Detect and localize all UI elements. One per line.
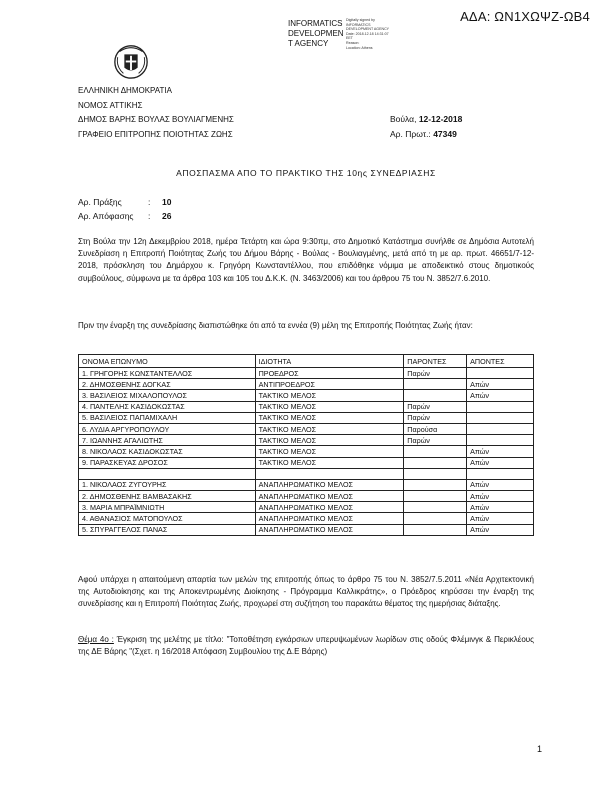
member-name-cell: 4. ΠΑΝΤΕΛΗΣ ΚΑΣΙΔΟΚΩΣΤΑΣ [79,401,256,412]
ada-code: ΑΔΑ: ΩΝ1ΧΩΨΖ-ΩΒ4 [460,9,590,24]
present-cell: Παρών [404,368,467,379]
role-cell: ΤΑΚΤΙΚΟ ΜΕΛΟΣ [255,401,404,412]
absent-cell: Απών [467,491,534,502]
date-label: Βούλα, [390,114,417,124]
praxis-label: Αρ. Πράξης [78,197,122,207]
issuer-header [78,84,234,142]
reference-numbers [78,195,171,223]
member-name-cell: 1. ΓΡΗΓΟΡΗΣ ΚΩΝΣΤΑΝΤΕΛΛΟΣ [79,368,256,379]
page-number: 1 [536,744,542,754]
present-cell: Παρών [404,412,467,423]
present-cell [404,379,467,390]
document-title: ΑΠΟΣΠΑΣΜΑ ΑΠΟ ΤΟ ΠΡΑΚΤΙΚΟ ΤΗΣ 10ης ΣΥΝΕΔΡΙΑΣΗΣ [176,168,436,178]
absent-cell [467,401,534,412]
absent-cell: Απών [467,457,534,468]
absent-cell: Απών [467,502,534,513]
hellenic-republic-seal-icon [112,42,150,80]
issuer-line: ΔΗΜΟΣ ΒΑΡΗΣ ΒΟΥΛΑΣ ΒΟΥΛΙΑΓΜΕΝΗΣ [78,115,234,124]
signature-line: Date: 2018.12.18 14:31:07 [346,31,389,36]
present-cell [404,513,467,524]
absent-cell: Απών [467,524,534,535]
table-row [79,524,534,535]
role-cell: ΤΑΚΤΙΚΟ ΜΕΛΟΣ [255,457,404,468]
date-line [390,112,462,127]
date-value: 12-12-2018 [418,114,463,124]
column-header: ΟΝΟΜΑ ΕΠΩΝΥΜΟ [79,355,256,368]
member-name-cell: 4. ΑΘΑΝΑΣΙΟΣ ΜΑΤΟΠΟΥΛΟΣ [79,513,256,524]
member-name-cell: 2. ΔΗΜΟΣΘΕΝΗΣ ΔΟΓΚΑΣ [79,379,256,390]
protocol-line [390,127,462,142]
member-name-cell: 6. ΛΥΔΙΑ ΑΡΓΥΡΟΠΟΥΛΟΥ [79,423,256,434]
member-name-cell: 3. ΒΑΣΙΛΕΙΟΣ ΜΙΧΑΛΟΠΟΥΛΟΣ [79,390,256,401]
table-row [79,412,534,423]
agenda-topic-paragraph [78,634,534,658]
member-name-cell: 3. ΜΑΡΙΑ ΜΠΡΑΪΜΝΙΩΤΗ [79,502,256,513]
role-cell: ΑΝΑΠΛΗΡΩΜΑΤΙΚΟ ΜΕΛΟΣ [255,479,404,490]
table-row [79,468,534,479]
member-name-cell: 9. ΠΑΡΑΣΚΕΥΑΣ ΔΡΟΣΟΣ [79,457,256,468]
present-cell [404,390,467,401]
table-row [79,435,534,446]
absent-cell [467,468,534,479]
agency-line: DEVELOPMEN [288,29,344,38]
protocol-label: Αρ. Πρωτ.: [390,128,431,139]
column-header: ΠΑΡΟΝΤΕΣ [404,355,467,368]
present-cell [404,502,467,513]
absent-cell: Απών [467,513,534,524]
praxis-row [78,195,171,209]
table-row [79,368,534,379]
signature-line: Reason: [346,40,360,45]
table-row [79,513,534,524]
signature-line: DEVELOPMENT AGENCY [346,27,390,32]
colon: : [148,197,151,207]
member-name-cell: 2. ΔΗΜΟΣΘΕΝΗΣ ΒΑΜΒΑΣΑΚΗΣ [79,491,256,502]
issuer-line: ΝΟΜΟΣ ΑΤΤΙΚΗΣ [78,100,143,110]
role-cell: ΤΑΚΤΙΚΟ ΜΕΛΟΣ [255,390,404,401]
role-cell: ΠΡΟΕΔΡΟΣ [255,368,404,379]
table-row [79,423,534,434]
present-cell [404,446,467,457]
role-cell: ΑΝΑΠΛΗΡΩΜΑΤΙΚΟ ΜΕΛΟΣ [255,491,404,502]
role-cell: ΤΑΚΤΙΚΟ ΜΕΛΟΣ [255,446,404,457]
absent-cell [467,435,534,446]
quorum-confirmation-paragraph: Αφού υπάρχει η απαιτούμενη απαρτία των μελών της επιτροπής όπως το άρθρο 75 του Ν. 3852/7.5.2011 «Νέα Αρχιτεκτονική της Αυτοδιοίκησης και της Αποκεντρωμένης Διοίκησης - Πρόγραμμα Καλλικράτης», ο Πρόεδρος κηρύσσει την έναρξη της συνεδρίασης και η Επιτροπή Ποιότητας Ζωής, προχωρεί στη συζήτηση του παρακάτω θέματος της ημερήσιας διάταξης. [78,575,534,609]
absent-cell [467,423,534,434]
agency-line: INFORMATICS [288,19,343,28]
apofasis-label: Αρ. Απόφασης [78,211,134,221]
absent-cell: Απών [467,390,534,401]
present-cell [404,479,467,490]
present-cell: Παρών [404,435,467,446]
role-cell: ΤΑΚΤΙΚΟ ΜΕΛΟΣ [255,423,404,434]
member-name-cell: 5. ΒΑΣΙΛΕΙΟΣ ΠΑΠΑΜΙΧΑΛΗ [79,412,256,423]
member-name-cell: 7. ΙΩΑΝΝΗΣ ΑΓΑΛΙΩΤΗΣ [79,435,256,446]
praxis-value: 10 [162,197,172,207]
member-name-cell: 5. ΣΠΥΡΑΓΓΕΛΟΣ ΠΑΝΑΣ [79,524,256,535]
present-cell [404,524,467,535]
protocol-value: 47349 [433,128,457,139]
absent-cell: Απών [467,379,534,390]
column-header: ΙΔΙΟΤΗΤΑ [255,355,404,368]
absent-cell [467,412,534,423]
table-row [79,401,534,412]
colon: : [148,211,151,221]
absent-cell [467,368,534,379]
table-row [79,457,534,468]
signature-line: INFORMATICS [346,22,371,27]
signature-line: Digitally signed by [346,18,375,22]
role-cell: ΤΑΚΤΙΚΟ ΜΕΛΟΣ [255,435,404,446]
table-row [79,379,534,390]
table-header-row [79,355,534,368]
column-header: ΑΠΟΝΤΕΣ [467,355,534,368]
topic-text: Έγκριση της μελέτης με τίτλο: "Τοποθέτηση εγκάρσιων υπερυψωμένων λωρίδων στις οδούς Φλέμινγκ & Περικλέους της ΔΕ Βάρης "(Σχετ. η 16/2018 Απόφαση Συμβουλίου της Δ.Ε Βάρης) [78,635,534,657]
role-cell: ΑΝΤΙΠΡΟΕΔΡΟΣ [255,379,404,390]
member-name-cell: 8. ΝΙΚΟΛΑΟΣ ΚΑΣΙΔΟΚΩΣΤΑΣ [79,446,256,457]
table-row [79,479,534,490]
apofasis-row [78,209,171,223]
table-row [79,446,534,457]
role-cell: ΑΝΑΠΛΗΡΩΜΑΤΙΚΟ ΜΕΛΟΣ [255,513,404,524]
table-row [79,502,534,513]
role-cell: ΑΝΑΠΛΗΡΩΜΑΤΙΚΟ ΜΕΛΟΣ [255,502,404,513]
issuer-line: ΕΛΛΗΝΙΚΗ ΔΗΜΟΚΡΑΤΙΑ [78,86,172,95]
quorum-paragraph: Πριν την έναρξη της συνεδρίασης διαπιστώθηκε ότι από τα εννέα (9) μέλη της Επιτροπής Ποιότητας Ζωής ήταν: [78,321,473,330]
table-row [79,491,534,502]
topic-label: Θέμα 4ο : [78,635,114,644]
member-name-cell: 1. ΝΙΚΟΛΑΟΣ ΖΥΓΟΥΡΗΣ [79,479,256,490]
role-cell [255,468,404,479]
present-cell [404,457,467,468]
absent-cell: Απών [467,479,534,490]
apofasis-value: 26 [162,211,172,221]
present-cell [404,468,467,479]
attendance-table [78,354,534,536]
absent-cell: Απών [467,446,534,457]
present-cell: Παρών [404,401,467,412]
signature-line: EET [346,36,353,41]
date-and-protocol [390,112,462,141]
agency-line: T AGENCY [288,39,329,48]
member-name-cell [79,468,256,479]
digital-signature-details [346,18,416,50]
signature-line: Location: Athens [346,45,373,50]
role-cell: ΤΑΚΤΙΚΟ ΜΕΛΟΣ [255,412,404,423]
issuer-line: ΓΡΑΦΕΙΟ ΕΠΙΤΡΟΠΗΣ ΠΟΙΟΤΗΤΑΣ ΖΩΗΣ [78,129,233,139]
meeting-intro-paragraph: Στη Βούλα την 12η Δεκεμβρίου 2018, ημέρα Τετάρτη και ώρα 9:30πμ, στο Δημοτικό Κατάστημα συνήλθε σε Δημόσια Αυτοτελή Συνεδρίαση η Επιτροπή Ποιότητας Ζωής του Δήμου Βάρης - Βούλας - Βουλιαγμένης, μετά από τη με αρ. πρωτ. 46651/7-12-2018, πρόσκληση του Δημάρχου κ. Γρηγόρη Κωνσταντέλλου, που επιδόθηκε νόμιμα με αποδεικτικό στους δημοτικούς συμβούλους, σύμφωνα με τα άρθρα 103 και 105 του Δ.Κ.Κ. (Ν. 3463/2006) και του άρθρου 75 του Ν. 3852/7.6.2010. [78,237,534,283]
table-row [79,390,534,401]
role-cell: ΑΝΑΠΛΗΡΩΜΑΤΙΚΟ ΜΕΛΟΣ [255,524,404,535]
present-cell: Παρούσα [404,423,467,434]
present-cell [404,491,467,502]
